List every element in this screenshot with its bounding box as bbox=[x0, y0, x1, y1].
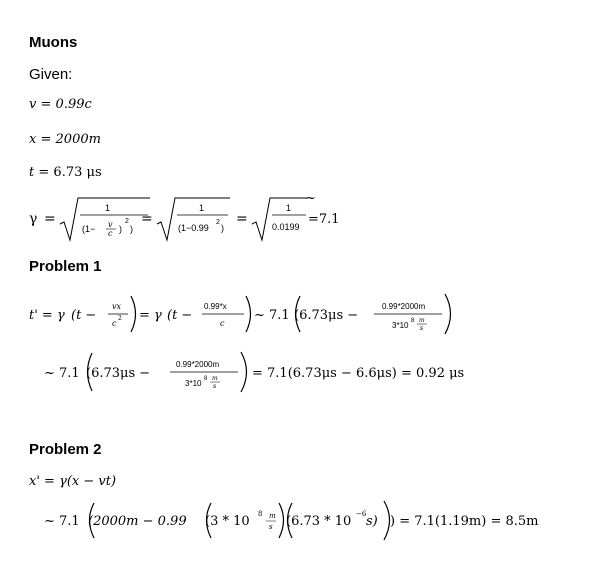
problem2-line1: x' = γ(x − vt) bbox=[29, 474, 117, 489]
gamma-lhs: γ bbox=[29, 211, 38, 227]
x-symbol: x bbox=[29, 132, 37, 147]
given-t bbox=[29, 165, 102, 180]
voverc-c: c bbox=[108, 229, 113, 238]
t-value: 6.73 μs bbox=[53, 165, 102, 180]
gamma-eq-1: = bbox=[44, 211, 56, 227]
time-minus: (6.73μs − bbox=[294, 308, 359, 323]
radical-2-square: 2 bbox=[216, 219, 220, 226]
c-denominator: c bbox=[112, 319, 117, 328]
fraction-den-2: c bbox=[220, 319, 225, 328]
p2-part-d: s) bbox=[366, 514, 378, 529]
tprime-open: (t − bbox=[71, 308, 97, 323]
p2-unit-s: s bbox=[269, 523, 273, 531]
radical-1-close: ) bbox=[130, 224, 133, 234]
unit-m-l2: m bbox=[212, 375, 218, 382]
fraction-num-2: 0.99*x bbox=[204, 302, 227, 311]
voverc-v: v bbox=[108, 220, 113, 229]
p2-part-a: (2000m − 0.99 bbox=[88, 514, 187, 529]
p2-part-b: (3 * 10 bbox=[205, 514, 250, 529]
radical-1-numerator: 1 bbox=[105, 203, 111, 213]
radical-2-close: ) bbox=[221, 223, 224, 233]
p2-part-c: (6.73 * 10 bbox=[286, 514, 352, 529]
problem1-title: Problem 1 bbox=[29, 258, 102, 275]
unit-s-l2: s bbox=[213, 383, 217, 390]
radical-3 bbox=[252, 198, 308, 240]
voverc-square: 2 bbox=[125, 218, 129, 225]
x-value: 2000m bbox=[55, 132, 101, 147]
radical-2-numerator: 1 bbox=[199, 203, 205, 213]
tprime-open-2: (t − bbox=[167, 308, 193, 323]
approx-7-1: ~ 7.1 bbox=[254, 308, 290, 323]
paren-close-l2 bbox=[241, 352, 247, 392]
tprime-lhs: t' = γ bbox=[29, 308, 65, 323]
fraction-num-l2: 0.99*2000m bbox=[176, 360, 220, 369]
unit-s: s bbox=[420, 325, 424, 332]
given-label: Given: bbox=[29, 66, 73, 83]
voverc-close: ) bbox=[119, 224, 122, 234]
paren-close-2 bbox=[246, 296, 251, 332]
fraction-den-l2: 3*10 bbox=[185, 379, 202, 388]
radical-1-one-minus: (1− bbox=[82, 224, 96, 234]
gamma-eq-3: = bbox=[236, 211, 248, 227]
given-v bbox=[29, 97, 92, 112]
gamma-equation bbox=[0, 190, 605, 250]
p2-exp8: 8 bbox=[258, 510, 263, 518]
approx-tilde: ~ bbox=[305, 191, 316, 206]
paren-close-p2b bbox=[279, 503, 284, 538]
paren-close-1 bbox=[131, 296, 136, 332]
tprime-eq-gamma: = γ bbox=[139, 308, 162, 323]
problem1-line1 bbox=[0, 290, 605, 342]
time-minus-l2: (6.73μs − bbox=[86, 366, 151, 381]
exp-8: 8 bbox=[411, 318, 415, 324]
c-square: 2 bbox=[118, 315, 122, 322]
fraction-num-3: 0.99*2000m bbox=[382, 302, 426, 311]
v-symbol: v bbox=[29, 97, 37, 112]
x-eq: = bbox=[40, 132, 52, 147]
problem1-result: = 7.1(6.73μs − 6.6μs) = 0.92 μs bbox=[252, 366, 465, 381]
approx-line2: ~ 7.1 bbox=[44, 366, 80, 381]
gamma-eq-2: = bbox=[141, 211, 153, 227]
radical-2-denom: (1−0.99 bbox=[178, 223, 209, 233]
unit-m: m bbox=[419, 317, 425, 324]
muons-title: Muons bbox=[29, 34, 78, 51]
fraction-den-3: 3*10 bbox=[392, 321, 409, 330]
exp-8-l2: 8 bbox=[204, 376, 208, 382]
approx-p2: ~ 7.1 bbox=[44, 514, 80, 529]
problem1-line2 bbox=[0, 348, 605, 400]
v-eq: = bbox=[40, 97, 52, 112]
p2-unit-m: m bbox=[269, 512, 276, 520]
p2-exp-6: −6 bbox=[356, 510, 367, 518]
vx-numerator: vx bbox=[112, 302, 122, 311]
problem2-title: Problem 2 bbox=[29, 441, 102, 458]
paren-close-3 bbox=[445, 294, 451, 334]
t-eq: = bbox=[38, 165, 50, 180]
radical-3-denom: 0.0199 bbox=[272, 222, 300, 232]
problem2-result: ) = 7.1(1.19m) = 8.5m bbox=[390, 514, 539, 529]
given-x bbox=[29, 132, 101, 147]
paren-close-p2a bbox=[384, 501, 390, 540]
gamma-result: =7.1 bbox=[308, 212, 340, 227]
v-value: 0.99c bbox=[55, 97, 92, 112]
problem2-line2 bbox=[0, 498, 605, 544]
t-symbol: t bbox=[29, 165, 35, 180]
radical-3-numerator: 1 bbox=[286, 203, 292, 213]
